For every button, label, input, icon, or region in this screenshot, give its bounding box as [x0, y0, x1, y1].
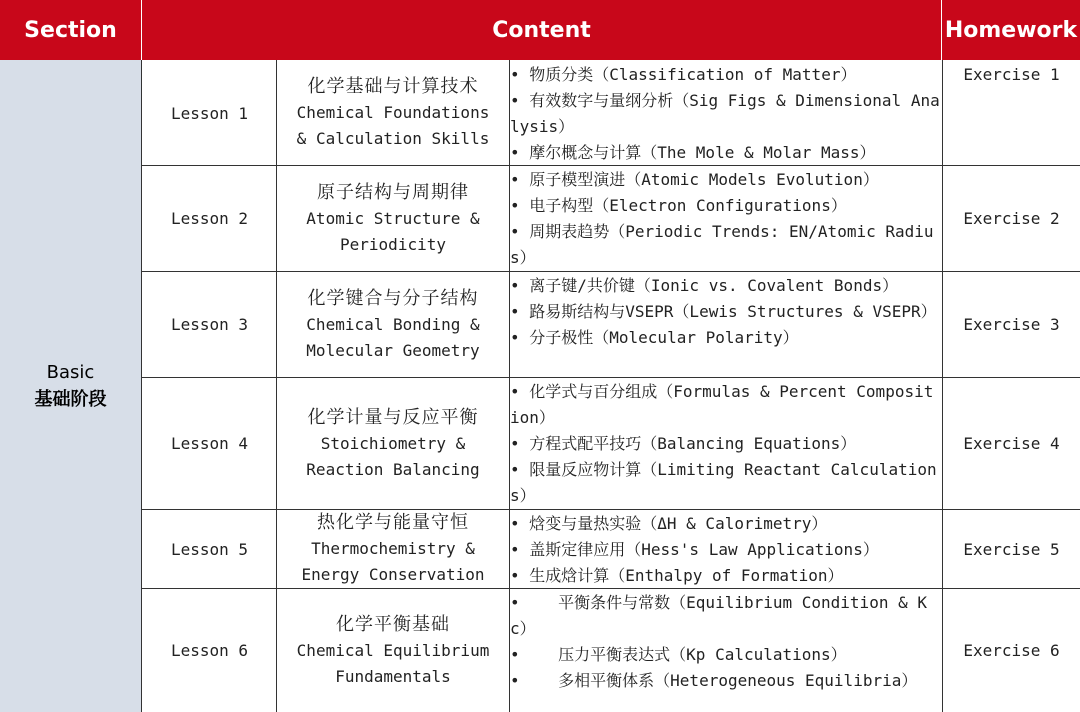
lesson-title-zh: 化学计量与反应平衡: [307, 406, 479, 428]
homework-cell: Exercise 3: [963, 315, 1060, 334]
content-item: • 原子模型演进（Atomic Models Evolution）: [510, 170, 879, 189]
lesson-title: [277, 166, 509, 271]
lesson-label: Lesson 5: [170, 539, 249, 559]
content-item: • 化学式与百分组成（Formulas & Percent Composition）: [510, 382, 934, 427]
homework-cell: Exercise 4: [963, 434, 1060, 453]
lesson-title-en: Stoichiometry & Reaction Balancing: [306, 433, 480, 479]
homework-cell: Exercise 1: [963, 65, 1060, 84]
header-content: Content: [142, 0, 942, 60]
content-item: • 分子极性（Molecular Polarity）: [510, 328, 799, 347]
section-label-zh: 基础阶段: [34, 388, 107, 410]
content-item: • 离子键/共价键（Ionic vs. Covalent Bonds）: [510, 276, 899, 295]
lesson-content: [510, 510, 942, 588]
lesson-title-en: Chemical Bonding & Molecular Geometry: [306, 314, 480, 360]
header-homework: Homework: [942, 0, 1080, 60]
header-section: Section: [0, 0, 142, 60]
homework-cell: Exercise 5: [963, 539, 1060, 559]
lesson-title: [277, 510, 509, 588]
content-item: • 焓变与量热实验（ΔH & Calorimetry）: [510, 514, 828, 533]
lesson-title-zh: 热化学与能量守恒: [317, 512, 469, 533]
lesson-content: [510, 166, 942, 271]
content-item: • 平衡条件与常数（Equilibrium Condition & Kc）: [510, 593, 927, 638]
lesson-title: [277, 589, 509, 712]
content-item: • 压力平衡表达式（Kp Calculations）: [510, 645, 847, 664]
lesson-title-zh: 化学键合与分子结构: [307, 287, 479, 309]
content-item: • 物质分类（Classification of Matter）: [510, 65, 857, 84]
content-item: • 周期表趋势（Periodic Trends: EN/Atomic Radius）: [510, 222, 934, 267]
content-item: • 有效数字与量纲分析（Sig Figs & Dimensional Analysis）: [510, 91, 940, 136]
content-item: • 多相平衡体系（Heterogeneous Equilibria）: [510, 671, 918, 690]
lesson-label: Lesson 2: [170, 209, 249, 228]
lesson-label: Lesson 1: [170, 103, 249, 123]
lesson-title-en: Atomic Structure & Periodicity: [306, 208, 480, 254]
content-item: • 方程式配平技巧（Balancing Equations）: [510, 434, 857, 453]
homework-cell: Exercise 6: [963, 641, 1060, 660]
lesson-title-en: Chemical Foundations & Calculation Skills: [296, 103, 490, 148]
lesson-content: [510, 61, 942, 165]
content-item: • 电子构型（Electron Configurations）: [510, 196, 847, 215]
lesson-title: [277, 272, 509, 377]
content-item: • 生成焓计算（Enthalpy of Formation）: [510, 566, 844, 585]
lesson-title-en: Thermochemistry & Energy Conservation: [301, 539, 485, 584]
lesson-content: [510, 378, 942, 509]
lesson-title-zh: 化学平衡基础: [336, 613, 450, 635]
lesson-title-en: Chemical Equilibrium Fundamentals: [296, 640, 490, 686]
lesson-title-zh: 化学基础与计算技术: [307, 76, 479, 97]
content-item: • 限量反应物计算（Limiting Reactant Calculations）: [510, 460, 937, 505]
lesson-label: Lesson 4: [170, 434, 249, 453]
lesson-content: [510, 272, 942, 377]
lesson-title: [277, 378, 509, 509]
content-item: • 盖斯定律应用（Hess's Law Applications）: [510, 540, 879, 559]
homework-cell: Exercise 2: [963, 209, 1060, 228]
lesson-label: Lesson 6: [170, 641, 249, 660]
section-cell: [0, 60, 142, 712]
lesson-label: Lesson 3: [170, 315, 249, 334]
lesson-title: [277, 61, 509, 165]
content-item: • 摩尔概念与计算（The Mole & Molar Mass）: [510, 143, 876, 162]
content-item: • 路易斯结构与VSEPR（Lewis Structures & VSEPR）: [510, 302, 937, 321]
lesson-content: [510, 589, 942, 712]
lesson-title-zh: 原子结构与周期律: [317, 181, 469, 203]
section-label-en: Basic: [46, 361, 95, 383]
